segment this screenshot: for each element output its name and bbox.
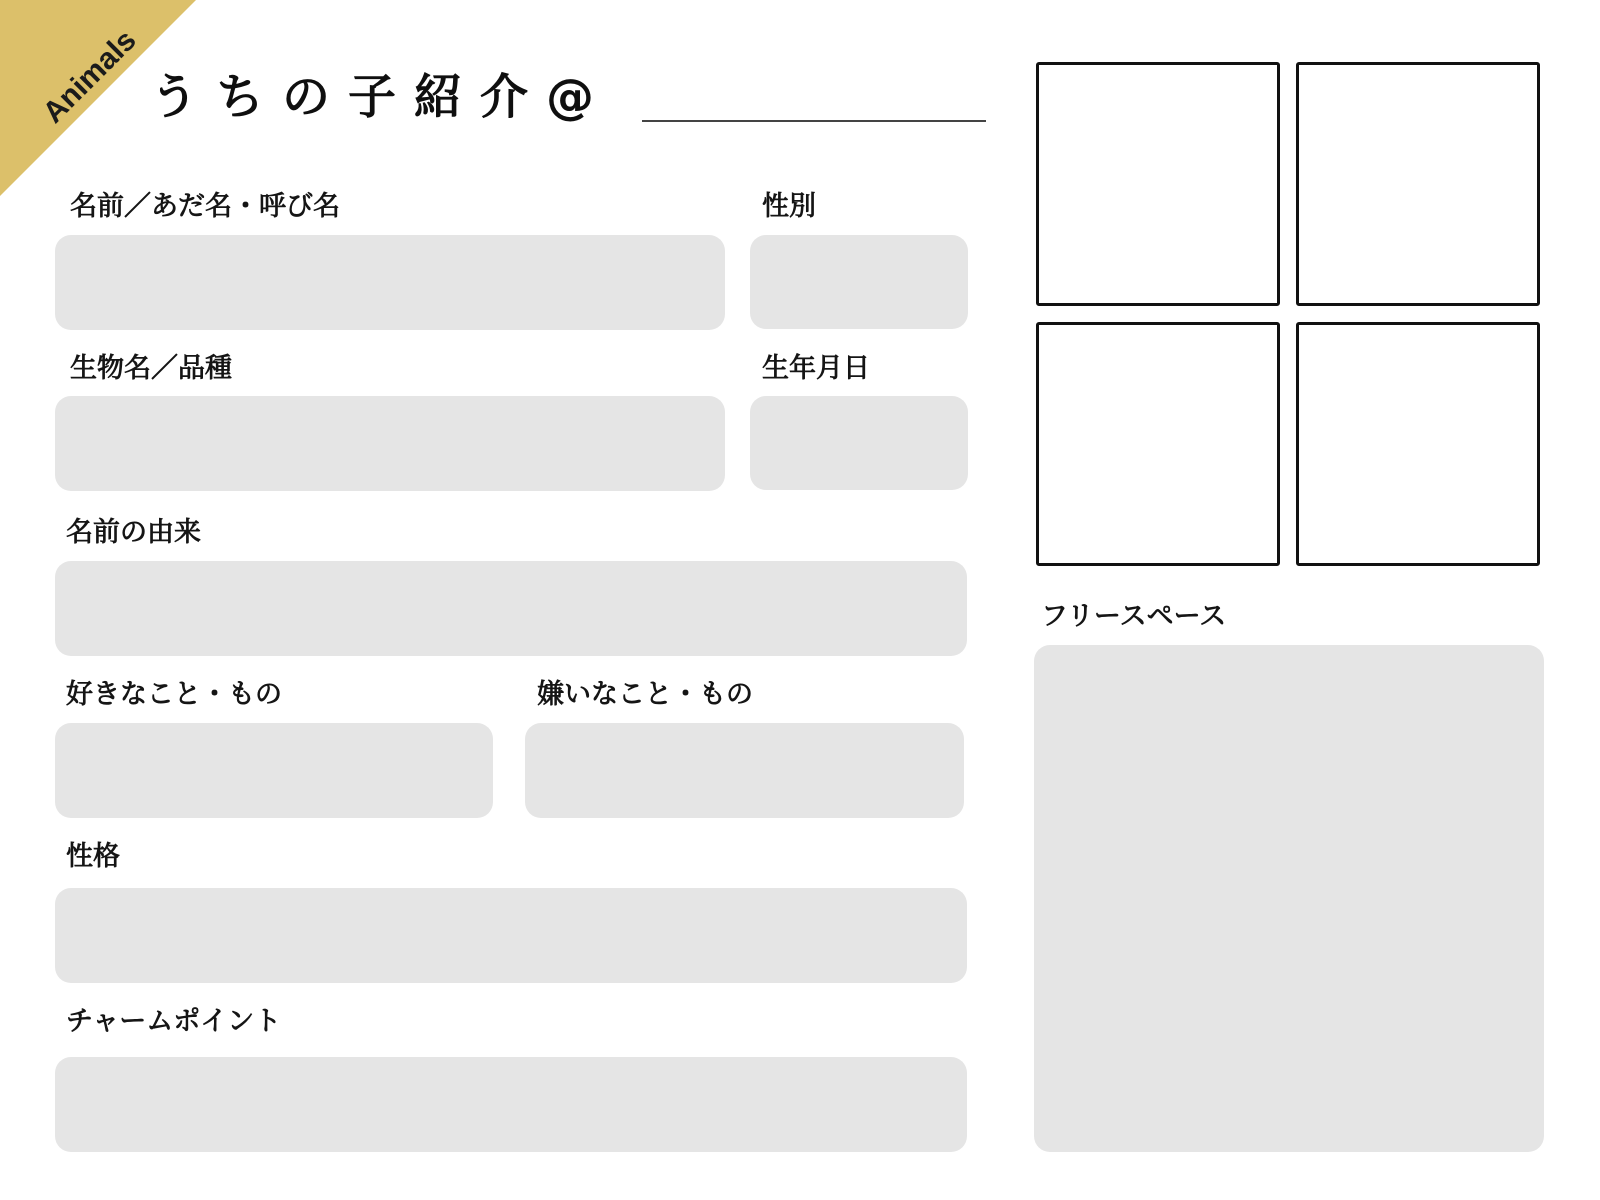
- photo-frame-2[interactable]: [1296, 62, 1540, 306]
- photo-frame-4[interactable]: [1296, 322, 1540, 566]
- personality-field[interactable]: [55, 888, 967, 983]
- charm-point-label: チャームポイント: [66, 1006, 282, 1037]
- sex-field[interactable]: [750, 235, 968, 329]
- corner-badge-label: Animals: [36, 23, 143, 130]
- photo-frame-1[interactable]: [1036, 62, 1280, 306]
- free-space-label: フリースペース: [1041, 601, 1227, 632]
- photo-frame-3[interactable]: [1036, 322, 1280, 566]
- sex-label: 性別: [762, 191, 816, 222]
- birthday-field[interactable]: [750, 396, 968, 490]
- owner-name-line[interactable]: [642, 120, 986, 122]
- page-title: うちの子紹介@: [150, 69, 613, 125]
- name-origin-field[interactable]: [55, 561, 967, 656]
- free-space-field[interactable]: [1034, 645, 1544, 1152]
- charm-point-field[interactable]: [55, 1057, 967, 1152]
- personality-label: 性格: [66, 841, 120, 872]
- dislikes-field[interactable]: [525, 723, 964, 818]
- name-origin-label: 名前の由来: [66, 517, 201, 548]
- species-field[interactable]: [55, 396, 725, 491]
- likes-label: 好きなこと・もの: [66, 679, 282, 710]
- name-label: 名前／あだ名・呼び名: [70, 191, 340, 222]
- species-label: 生物名／品種: [70, 353, 232, 384]
- likes-field[interactable]: [55, 723, 493, 818]
- birthday-label: 生年月日: [762, 353, 870, 384]
- name-field[interactable]: [55, 235, 725, 330]
- dislikes-label: 嫌いなこと・もの: [537, 679, 753, 710]
